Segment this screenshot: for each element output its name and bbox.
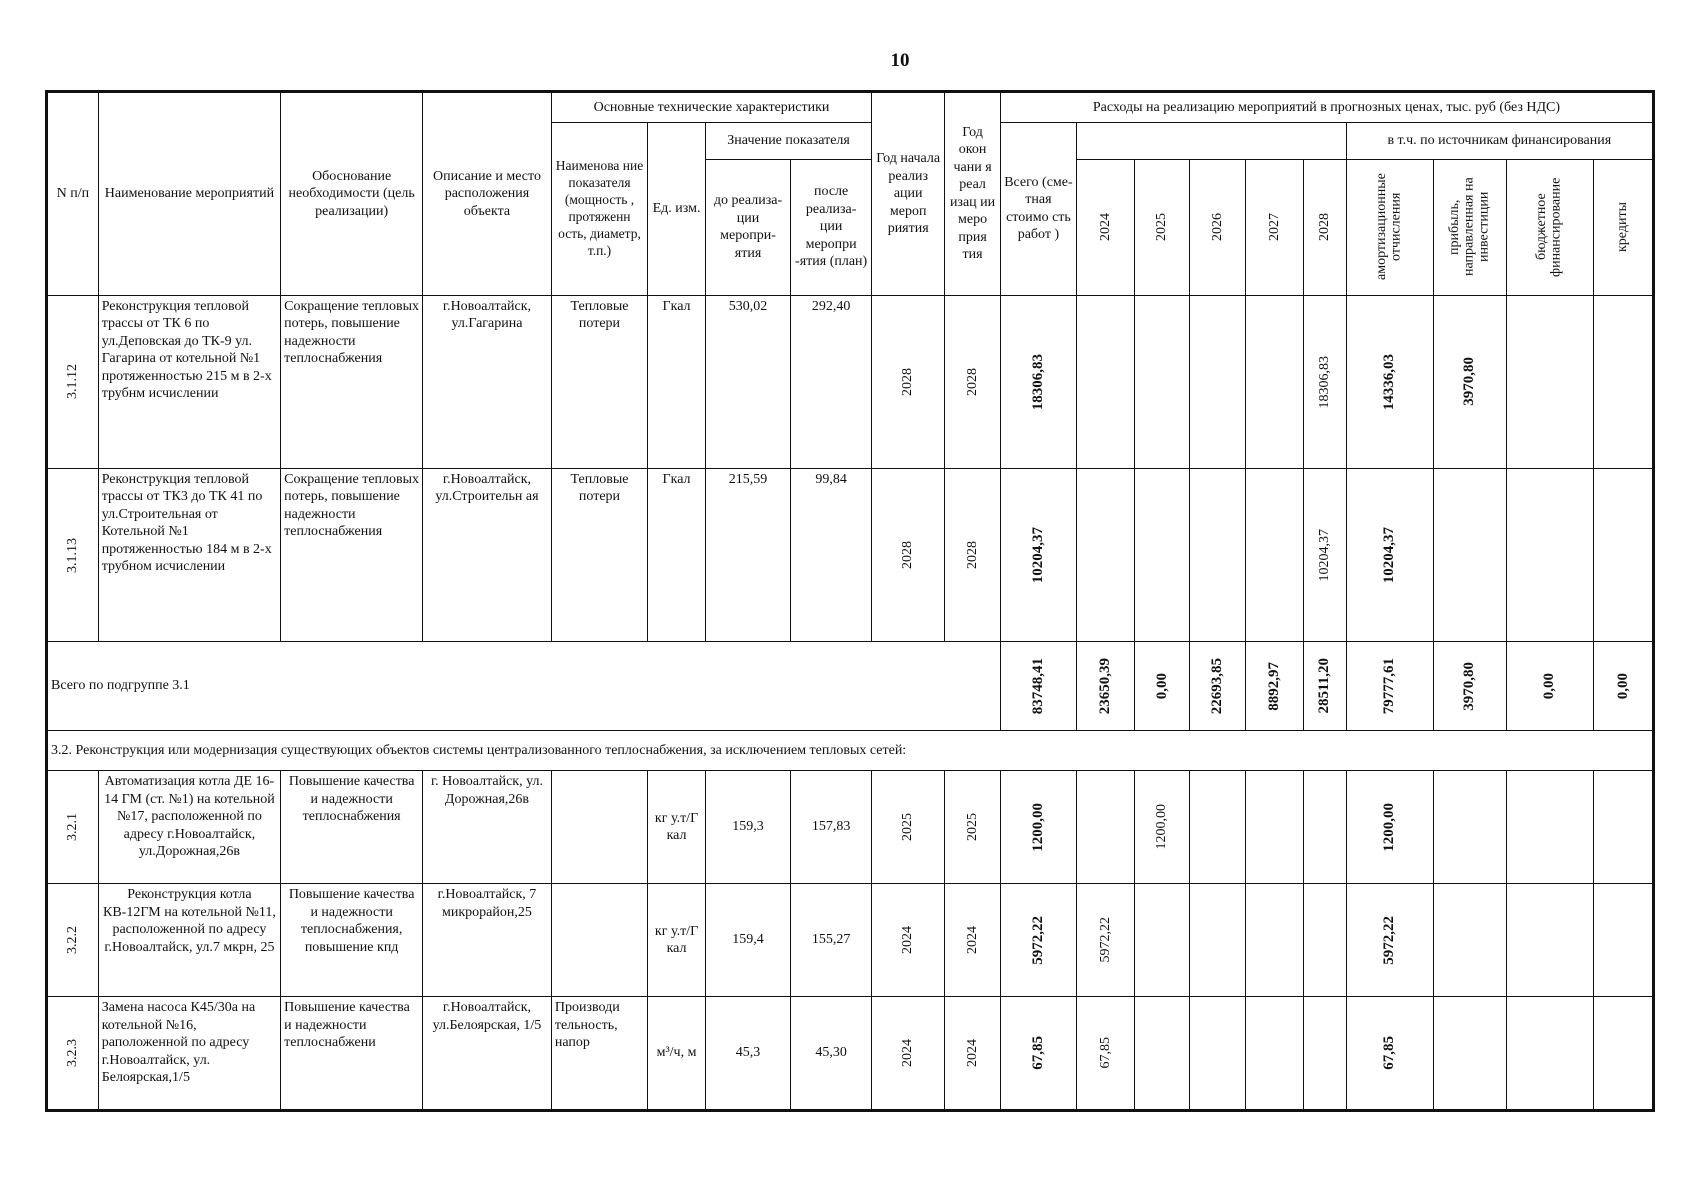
header-years-blank	[1076, 123, 1346, 159]
header-total: Всего (сме- тная стоимо сть работ )	[1000, 123, 1076, 295]
investment-table-frame	[45, 90, 1655, 1112]
subtotal-budget: 0,00	[1506, 642, 1593, 731]
row-indicator	[551, 771, 647, 884]
row-2026	[1190, 771, 1246, 884]
row-name: Реконструкция тепловой трассы от ТК 6 по ул.Деповская до ТК-9 ул. Гагарина от котельной №1 протяженностью 215 м в 2-х трубнм исчислении	[98, 295, 280, 468]
row-budget	[1506, 884, 1593, 997]
row-amort: 5972,22	[1346, 884, 1433, 997]
row-amort: 10204,37	[1346, 468, 1433, 641]
header-year-2025: 2025	[1134, 159, 1190, 295]
header-end-year: Год окон чани я реал изац ии меро прия тия	[945, 93, 1001, 296]
header-year-2026: 2026	[1190, 159, 1246, 295]
row-credit	[1593, 771, 1652, 884]
header-src-profit: прибыль, направленная на инвестиции	[1433, 159, 1506, 295]
subtotal-row	[48, 642, 1653, 731]
row-2027	[1246, 468, 1304, 641]
row-2025	[1134, 884, 1190, 997]
header-row-1	[48, 93, 1653, 123]
subtotal-total: 83748,41	[1000, 642, 1076, 731]
row-profit: 3970,80	[1433, 295, 1506, 468]
row-profit	[1433, 468, 1506, 641]
row-indicator: Производи тельность, напор	[551, 997, 647, 1110]
row-end: 2028	[945, 468, 1001, 641]
row-reason: Повышение качества и надежности теплоснабжения, повышение кпд	[281, 884, 423, 997]
row-budget	[1506, 997, 1593, 1110]
subtotal-2026: 22693,85	[1190, 642, 1246, 731]
row-location: г. Новоалтайск, ул. Дорожная,26в	[423, 771, 552, 884]
row-end: 2024	[945, 884, 1001, 997]
investment-table	[47, 92, 1653, 1110]
row-2026	[1190, 884, 1246, 997]
row-budget	[1506, 295, 1593, 468]
header-start-year: Год начала реализ ации мероп риятия	[872, 93, 945, 296]
row-indicator: Тепловые потери	[551, 295, 647, 468]
row-unit: м³/ч, м	[648, 997, 706, 1110]
row-2028	[1304, 771, 1347, 884]
row-credit	[1593, 997, 1652, 1110]
row-start: 2024	[872, 997, 945, 1110]
row-location: г.Новоалтайск, 7 микрорайон,25	[423, 884, 552, 997]
header-costs-group: Расходы на реализацию мероприятий в прогнозных ценах, тыс. руб (без НДС)	[1000, 93, 1652, 123]
row-after: 99,84	[791, 468, 872, 641]
row-credit	[1593, 295, 1652, 468]
row-indicator: Тепловые потери	[551, 468, 647, 641]
row-start: 2025	[872, 771, 945, 884]
row-2024: 67,85	[1076, 997, 1134, 1110]
row-name: Реконструкция котла КВ-12ГМ на котельной №11, расположенной по адресу г.Новоалтайск, ул.7 мкрн, 25	[98, 884, 280, 997]
row-total: 5972,22	[1000, 884, 1076, 997]
subtotal-2024: 23650,39	[1076, 642, 1134, 731]
row-indicator	[551, 884, 647, 997]
row-location: г.Новоалтайск, ул.Белоярская, 1/5	[423, 997, 552, 1110]
subtotal-amort: 79777,61	[1346, 642, 1433, 731]
row-name: Реконструкция тепловой трассы от ТК3 до ТК 41 по ул.Строительная от Котельной №1 протяженностью 184 м в 2-х трубном исчислении	[98, 468, 280, 641]
row-reason: Повышение качества и надежности теплоснабжения	[281, 771, 423, 884]
row-2024	[1076, 468, 1134, 641]
header-tech-group: Основные технические характеристики	[551, 93, 871, 123]
row-name: Замена насоса К45/30а на котельной №16, раположенной по адресу г.Новоалтайск, ул. Белоярская,1/5	[98, 997, 280, 1110]
row-2024	[1076, 771, 1134, 884]
row-profit	[1433, 884, 1506, 997]
row-name: Автоматизация котла ДЕ 16-14 ГМ (ст. №1) на котельной №17, расположенной по адресу г.Новоалтайск, ул.Дорожная,26в	[98, 771, 280, 884]
row-2028: 18306,83	[1304, 295, 1347, 468]
row-number: 3.2.1	[48, 771, 99, 884]
row-2025	[1134, 295, 1190, 468]
row-2027	[1246, 884, 1304, 997]
subtotal-2027: 8892,97	[1246, 642, 1304, 731]
row-after: 155,27	[791, 884, 872, 997]
row-start: 2024	[872, 884, 945, 997]
row-after: 157,83	[791, 771, 872, 884]
row-after: 45,30	[791, 997, 872, 1110]
row-budget	[1506, 468, 1593, 641]
header-src-amort: амортизационные отчисления	[1346, 159, 1433, 295]
row-start: 2028	[872, 468, 945, 641]
row-2024: 5972,22	[1076, 884, 1134, 997]
subtotal-profit: 3970,80	[1433, 642, 1506, 731]
row-2026	[1190, 997, 1246, 1110]
row-before: 45,3	[705, 997, 790, 1110]
row-number: 3.1.13	[48, 468, 99, 641]
header-sources-group: в т.ч. по источникам финансирования	[1346, 123, 1652, 159]
header-src-budget: бюджетное финансирование	[1506, 159, 1593, 295]
row-2028	[1304, 884, 1347, 997]
header-value-group: Значение показателя	[705, 123, 871, 159]
row-reason: Повышение качества и надежности теплоснабжени	[281, 997, 423, 1110]
header-unit: Ед. изм.	[648, 123, 706, 295]
header-after: после реализа- ции меропри -ятия (план)	[791, 159, 872, 295]
row-2026	[1190, 295, 1246, 468]
row-before: 215,59	[705, 468, 790, 641]
row-amort: 14336,03	[1346, 295, 1433, 468]
row-before: 530,02	[705, 295, 790, 468]
table-row	[48, 295, 1653, 468]
section-title: 3.2. Реконструкция или модернизация существующих объектов системы централизованного теплоснабжения, за исключением тепловых сетей:	[48, 730, 1653, 770]
row-unit: Гкал	[648, 468, 706, 641]
row-2025	[1134, 997, 1190, 1110]
row-credit	[1593, 468, 1652, 641]
row-amort: 67,85	[1346, 997, 1433, 1110]
row-profit	[1433, 997, 1506, 1110]
row-before: 159,3	[705, 771, 790, 884]
header-before: до реализа- ции меропри- ятия	[705, 159, 790, 295]
row-before: 159,4	[705, 884, 790, 997]
row-reason: Сокращение тепловых потерь, повышение надежности теплоснабжения	[281, 468, 423, 641]
row-unit: кг у.т/Г кал	[648, 884, 706, 997]
header-indicator: Наименова ние показателя (мощность , протяженн ость, диаметр, т.п.)	[551, 123, 647, 295]
page-number: 10	[890, 50, 910, 71]
row-total: 18306,83	[1000, 295, 1076, 468]
header-location: Описание и место расположения объекта	[423, 93, 552, 296]
row-2027	[1246, 771, 1304, 884]
row-budget	[1506, 771, 1593, 884]
subtotal-label: Всего по подгруппе 3.1	[48, 642, 1001, 731]
row-number: 3.2.3	[48, 997, 99, 1110]
row-end: 2025	[945, 771, 1001, 884]
row-2028	[1304, 997, 1347, 1110]
row-after: 292,40	[791, 295, 872, 468]
row-2025	[1134, 468, 1190, 641]
row-2025: 1200,00	[1134, 771, 1190, 884]
row-number: 3.1.12	[48, 295, 99, 468]
header-year-2024: 2024	[1076, 159, 1134, 295]
row-reason: Сокращение тепловых потерь, повышение надежности теплоснабжения	[281, 295, 423, 468]
row-2026	[1190, 468, 1246, 641]
row-2028: 10204,37	[1304, 468, 1347, 641]
row-unit: Гкал	[648, 295, 706, 468]
row-end: 2028	[945, 295, 1001, 468]
subtotal-credit: 0,00	[1593, 642, 1652, 731]
table-row	[48, 997, 1653, 1110]
subtotal-2025: 0,00	[1134, 642, 1190, 731]
row-total: 10204,37	[1000, 468, 1076, 641]
row-2027	[1246, 997, 1304, 1110]
row-total: 67,85	[1000, 997, 1076, 1110]
header-src-credit: кредиты	[1593, 159, 1652, 295]
row-total: 1200,00	[1000, 771, 1076, 884]
row-profit	[1433, 771, 1506, 884]
row-start: 2028	[872, 295, 945, 468]
row-2024	[1076, 295, 1134, 468]
table-row	[48, 884, 1653, 997]
section-title-row	[48, 730, 1653, 770]
header-year-2027: 2027	[1246, 159, 1304, 295]
row-number: 3.2.2	[48, 884, 99, 997]
subtotal-2028: 28511,20	[1304, 642, 1347, 731]
row-credit	[1593, 884, 1652, 997]
header-year-2028: 2028	[1304, 159, 1347, 295]
table-row	[48, 771, 1653, 884]
header-name: Наименование мероприятий	[98, 93, 280, 296]
row-unit: кг у.т/Г кал	[648, 771, 706, 884]
table-row	[48, 468, 1653, 641]
header-reason: Обоснование необходимости (цель реализации)	[281, 93, 423, 296]
row-end: 2024	[945, 997, 1001, 1110]
row-2027	[1246, 295, 1304, 468]
row-location: г.Новоалтайск, ул.Строительн ая	[423, 468, 552, 641]
row-location: г.Новоалтайск, ул.Гагарина	[423, 295, 552, 468]
row-amort: 1200,00	[1346, 771, 1433, 884]
header-num: N п/п	[48, 93, 99, 296]
